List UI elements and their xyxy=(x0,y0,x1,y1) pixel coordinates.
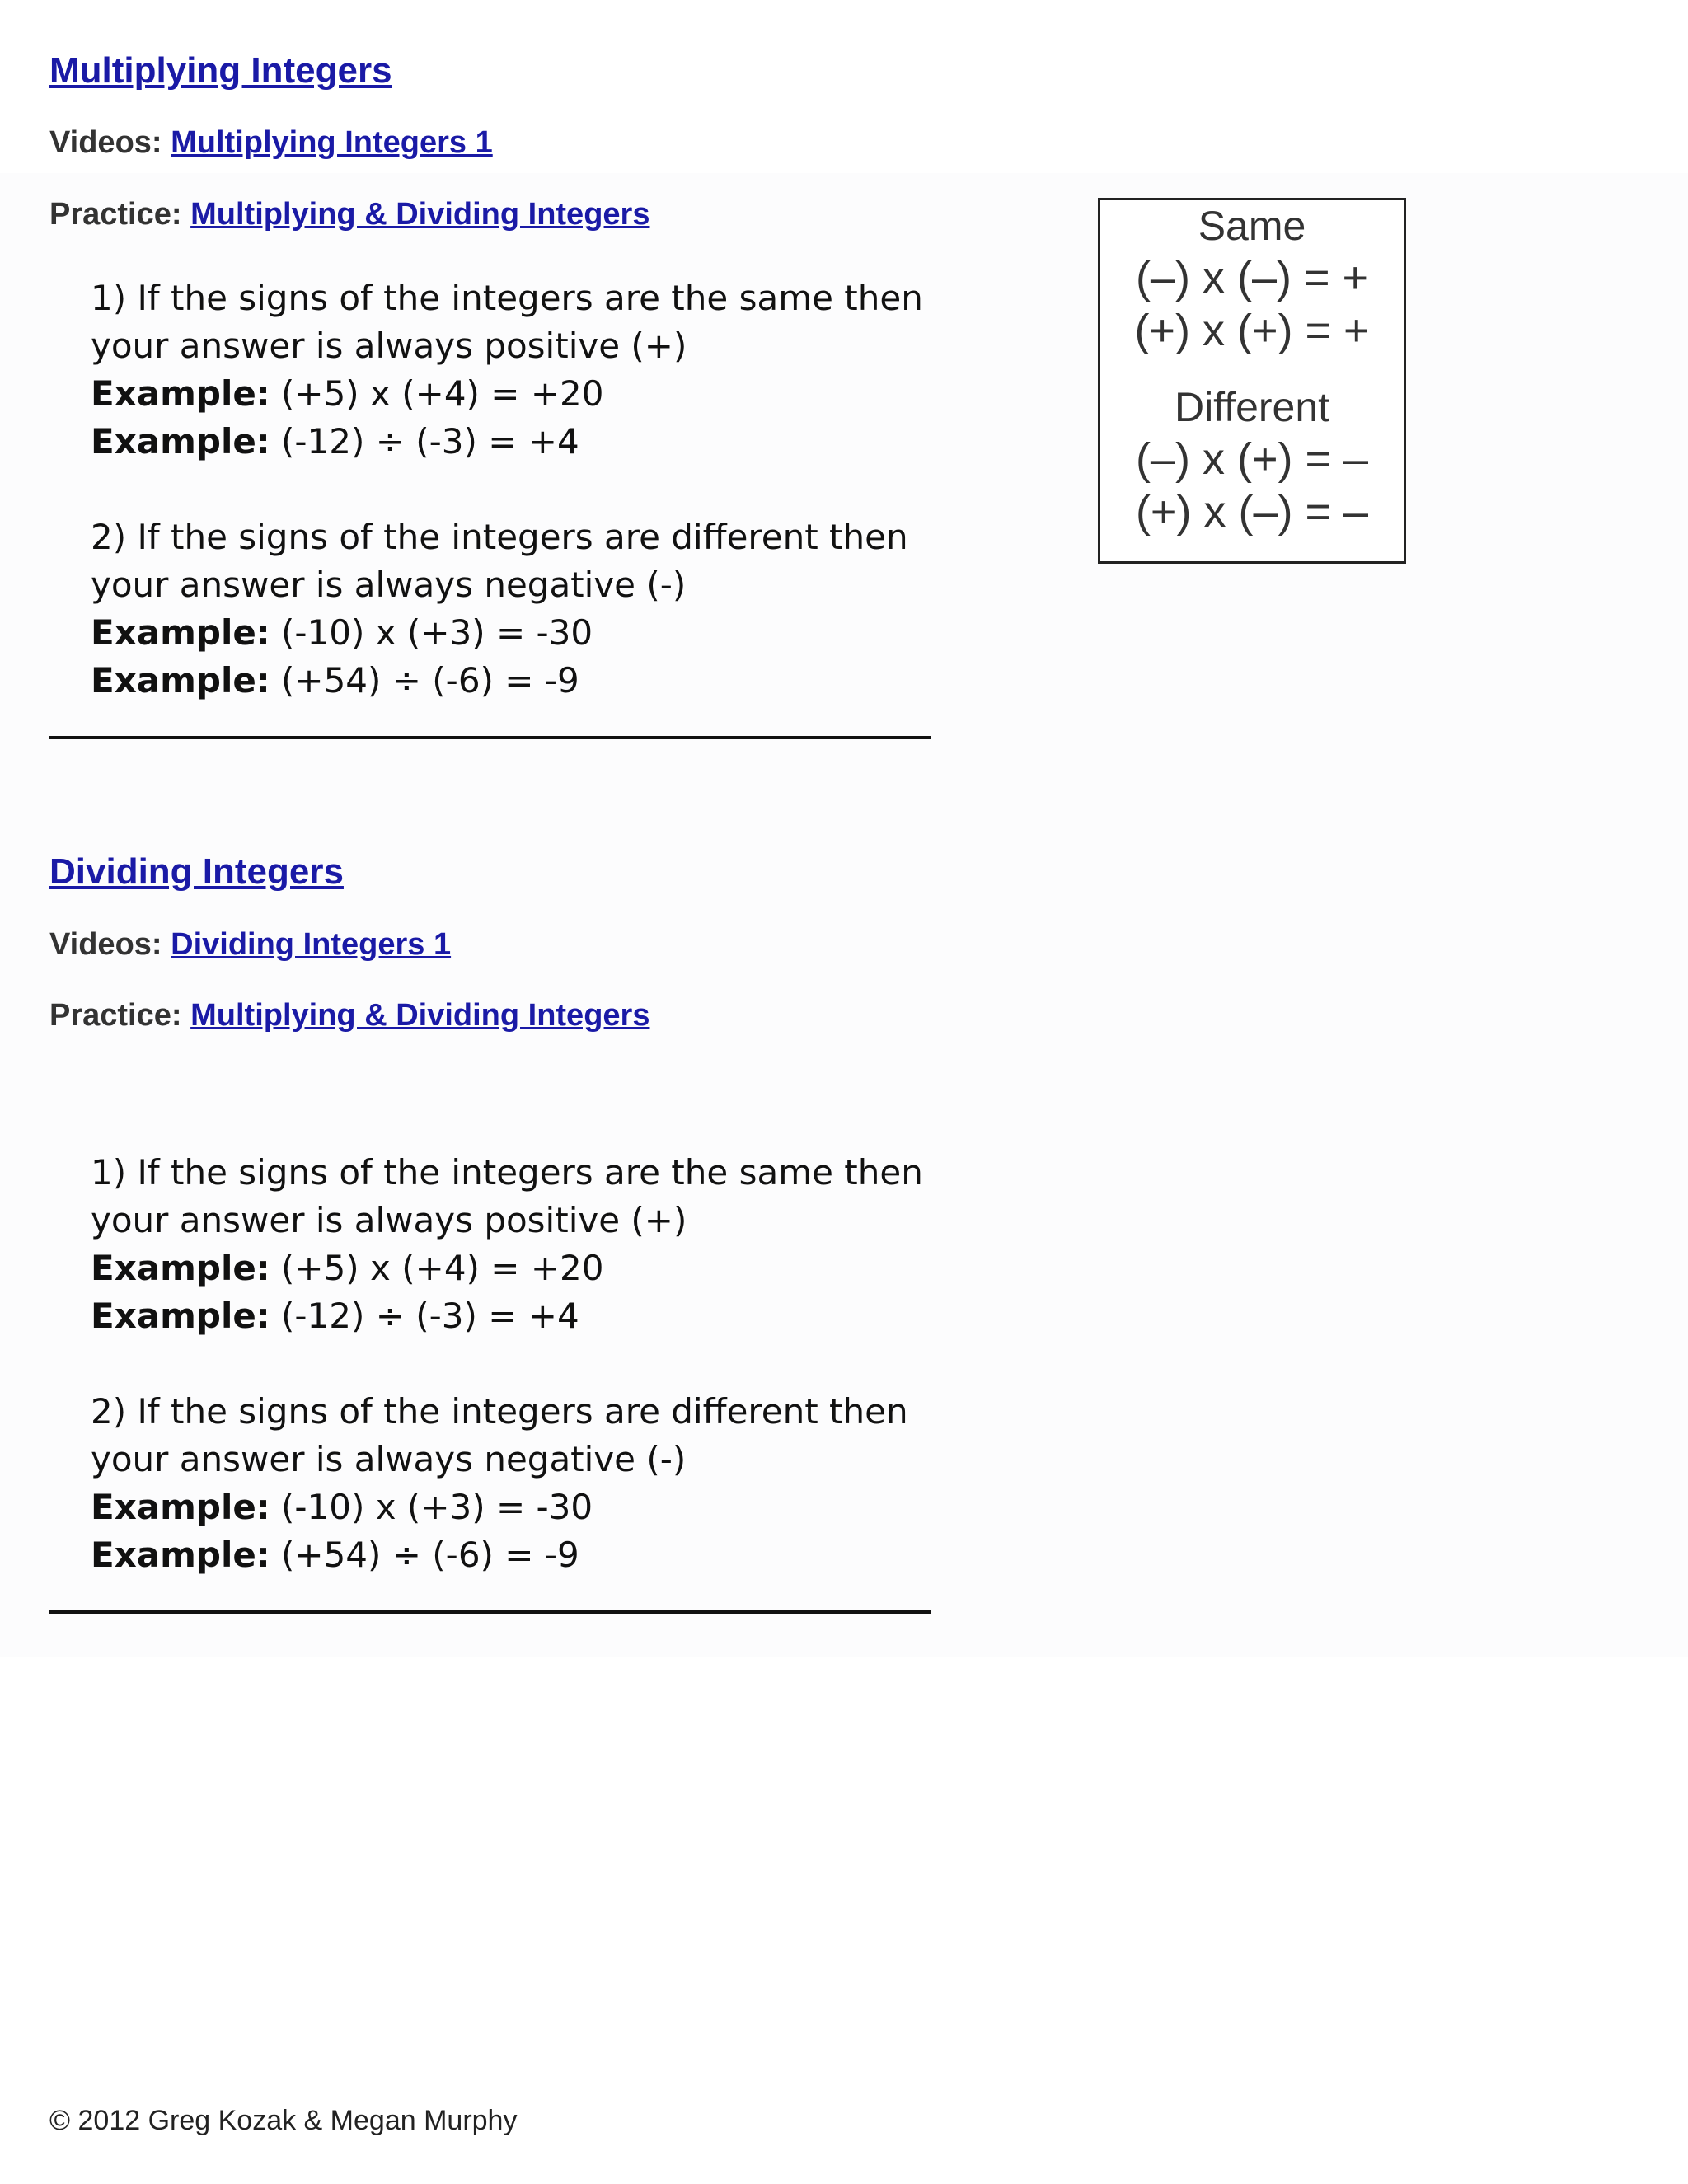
same-rule-row: (+) x (+) = + xyxy=(1134,306,1370,355)
practice-label: Practice: xyxy=(49,998,182,1033)
multiplying-video-link[interactable]: Multiplying Integers 1 xyxy=(171,125,493,160)
example-value: (+5) x (+4) = +20 xyxy=(281,1248,604,1288)
multiplying-integers-title-link[interactable]: Multiplying Integers xyxy=(49,50,392,91)
example-label: Example: xyxy=(91,373,270,414)
section-divider xyxy=(49,1610,931,1614)
example-value: (+54) ÷ (-6) = -9 xyxy=(281,660,579,701)
example-label: Example: xyxy=(91,660,270,701)
dividing-integers-title-link[interactable]: Dividing Integers xyxy=(49,851,344,892)
example-label: Example: xyxy=(91,421,270,462)
videos-label: Videos: xyxy=(49,125,162,160)
example-label: Example: xyxy=(91,1296,270,1336)
videos-label: Videos: xyxy=(49,927,162,962)
dividing-rules-card xyxy=(91,1149,923,1579)
example-row xyxy=(91,657,923,705)
multiplying-rules-card xyxy=(91,274,923,705)
example-label: Example: xyxy=(91,1487,270,1527)
rule1-line1: 1) If the signs of the integers are the same then xyxy=(91,1152,923,1193)
example-row xyxy=(91,1292,923,1340)
sign-rules-box xyxy=(1098,198,1406,564)
multiplying-videos-row xyxy=(49,127,493,158)
example-row xyxy=(91,609,923,657)
rule2-line2: your answer is always negative (-) xyxy=(91,565,687,605)
dividing-videos-row xyxy=(49,929,451,960)
example-value: (-10) x (+3) = -30 xyxy=(281,1487,593,1527)
example-row xyxy=(91,1483,923,1531)
practice-label: Practice: xyxy=(49,197,182,232)
multiplying-practice-row xyxy=(49,199,649,230)
section-divider xyxy=(49,736,931,739)
rule1-line2: your answer is always positive (+) xyxy=(91,1200,687,1240)
example-row xyxy=(91,1531,923,1579)
rule2-line2: your answer is always negative (-) xyxy=(91,1439,687,1479)
example-row xyxy=(91,1244,923,1292)
different-rule-row: (+) x (–) = – xyxy=(1135,487,1369,537)
rule2-line1: 2) If the signs of the integers are different then xyxy=(91,517,908,557)
different-rule-row: (–) x (+) = – xyxy=(1135,434,1369,484)
example-value: (+5) x (+4) = +20 xyxy=(281,373,604,414)
copyright-footer: © 2012 Greg Kozak & Megan Murphy xyxy=(49,2105,518,2136)
rule1-line1: 1) If the signs of the integers are the same then xyxy=(91,278,923,318)
multiplying-practice-link[interactable]: Multiplying & Dividing Integers xyxy=(190,197,650,232)
dividing-video-link[interactable]: Dividing Integers 1 xyxy=(171,927,452,962)
same-heading: Same xyxy=(1198,203,1306,249)
example-value: (-10) x (+3) = -30 xyxy=(281,612,593,653)
example-label: Example: xyxy=(91,612,270,653)
different-heading: Different xyxy=(1174,384,1330,430)
example-value: (-12) ÷ (-3) = +4 xyxy=(281,421,579,462)
same-rule-row: (–) x (–) = + xyxy=(1135,253,1369,302)
example-value: (+54) ÷ (-6) = -9 xyxy=(281,1535,579,1575)
rule1-line2: your answer is always positive (+) xyxy=(91,326,687,366)
dividing-practice-link[interactable]: Multiplying & Dividing Integers xyxy=(190,998,650,1033)
example-value: (-12) ÷ (-3) = +4 xyxy=(281,1296,579,1336)
example-label: Example: xyxy=(91,1535,270,1575)
example-row xyxy=(91,418,923,466)
rule2-line1: 2) If the signs of the integers are different then xyxy=(91,1391,908,1432)
dividing-practice-row xyxy=(49,1000,649,1031)
example-row xyxy=(91,370,923,418)
example-label: Example: xyxy=(91,1248,270,1288)
